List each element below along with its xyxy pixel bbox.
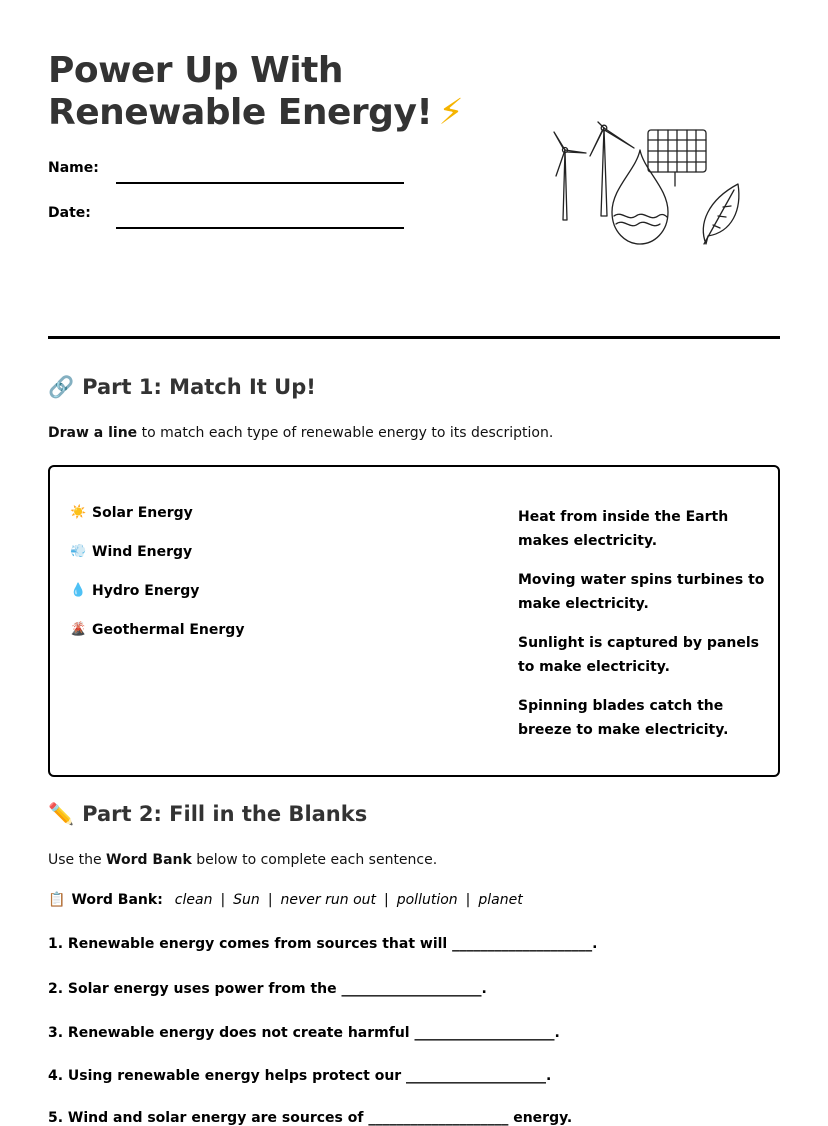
sun-icon: ☀️: [70, 505, 87, 520]
energy-type-label: Hydro Energy: [92, 583, 200, 599]
fill-in-sentence[interactable]: 1. Renewable energy comes from sources that will ____________________.: [48, 936, 598, 952]
wind-turbine-icon: [554, 132, 586, 220]
energy-type-label: Solar Energy: [92, 505, 193, 521]
energy-type-solar[interactable]: [70, 505, 244, 544]
part1-instruction-bold: Draw a line: [48, 425, 138, 441]
name-write-line[interactable]: [116, 182, 404, 184]
word-bank-word: planet: [478, 892, 523, 908]
water-drop-icon: [612, 150, 668, 244]
energy-type-label: Wind Energy: [92, 544, 193, 560]
fill-in-sentence[interactable]: 5. Wind and solar energy are sources of ____________________ energy.: [48, 1110, 573, 1126]
fill-in-sentence[interactable]: 3. Renewable energy does not create harmful ____________________.: [48, 1025, 560, 1041]
part1-instruction-rest: to match each type of renewable energy to its description.: [137, 425, 554, 441]
renewable-energy-illustration: [548, 120, 748, 250]
word-bank: [48, 892, 523, 908]
word-bank-separator: |: [220, 892, 226, 908]
energy-type-geothermal[interactable]: [70, 622, 244, 661]
name-label: Name:: [48, 160, 99, 176]
clipboard-icon: 📋: [48, 892, 66, 908]
part2-heading-text: Part 2: Fill in the Blanks: [82, 802, 368, 826]
part2-instruction-post: below to complete each sentence.: [191, 852, 438, 868]
description-item[interactable]: Sunlight is captured by panels to make electricity.: [518, 635, 759, 675]
word-bank-word: Sun: [233, 892, 260, 908]
name-field[interactable]: [48, 160, 408, 190]
part1-heading-text: Part 1: Match It Up!: [82, 375, 316, 399]
date-write-line[interactable]: [116, 227, 404, 229]
description-item[interactable]: Heat from inside the Earth makes electricity.: [518, 509, 729, 549]
volcano-icon: 🌋: [70, 622, 87, 637]
description-item[interactable]: Spinning blades catch the breeze to make electricity.: [518, 698, 729, 738]
word-bank-word: never run out: [280, 892, 377, 908]
part2-instruction: [48, 852, 437, 868]
word-bank-word: pollution: [396, 892, 458, 908]
wind-icon: 💨: [70, 544, 87, 559]
part2-heading: [48, 802, 367, 827]
part2-instruction-bold: Word Bank: [106, 852, 192, 868]
solar-panel-icon: [648, 130, 706, 186]
description-item[interactable]: Moving water spins turbines to make electricity.: [518, 572, 765, 612]
worksheet-title: [48, 50, 463, 134]
word-bank-separator: |: [384, 892, 389, 908]
pencil-icon: ✏️: [48, 802, 75, 826]
energy-type-hydro[interactable]: [70, 583, 244, 622]
word-bank-separator: |: [267, 892, 273, 908]
matching-box: [48, 465, 780, 777]
part2-instruction-pre: Use the: [48, 852, 107, 868]
word-bank-word: clean: [174, 892, 213, 908]
droplet-icon: 💧: [70, 583, 87, 598]
fill-in-sentence[interactable]: 2. Solar energy uses power from the ____________________.: [48, 981, 487, 997]
part1-heading: [48, 375, 316, 400]
word-bank-label: Word Bank:: [71, 892, 163, 908]
energy-type-list: [70, 505, 244, 661]
energy-type-label: Geothermal Energy: [92, 622, 245, 638]
word-bank-separator: |: [465, 892, 471, 908]
title-line-1: Power Up With: [48, 50, 343, 91]
leaf-icon: [703, 184, 739, 244]
header-divider: [48, 336, 780, 339]
date-field[interactable]: [48, 205, 408, 235]
wind-turbine-icon: [590, 122, 634, 216]
date-label: Date:: [48, 205, 91, 221]
link-icon: 🔗: [48, 375, 75, 399]
description-list: [518, 505, 768, 757]
lightning-bolt-icon: ⚡: [438, 92, 464, 133]
energy-type-wind[interactable]: [70, 544, 244, 583]
title-line-2: Renewable Energy!: [48, 92, 433, 133]
fill-in-sentence[interactable]: 4. Using renewable energy helps protect our ____________________.: [48, 1068, 552, 1084]
part1-instruction: [48, 425, 553, 441]
